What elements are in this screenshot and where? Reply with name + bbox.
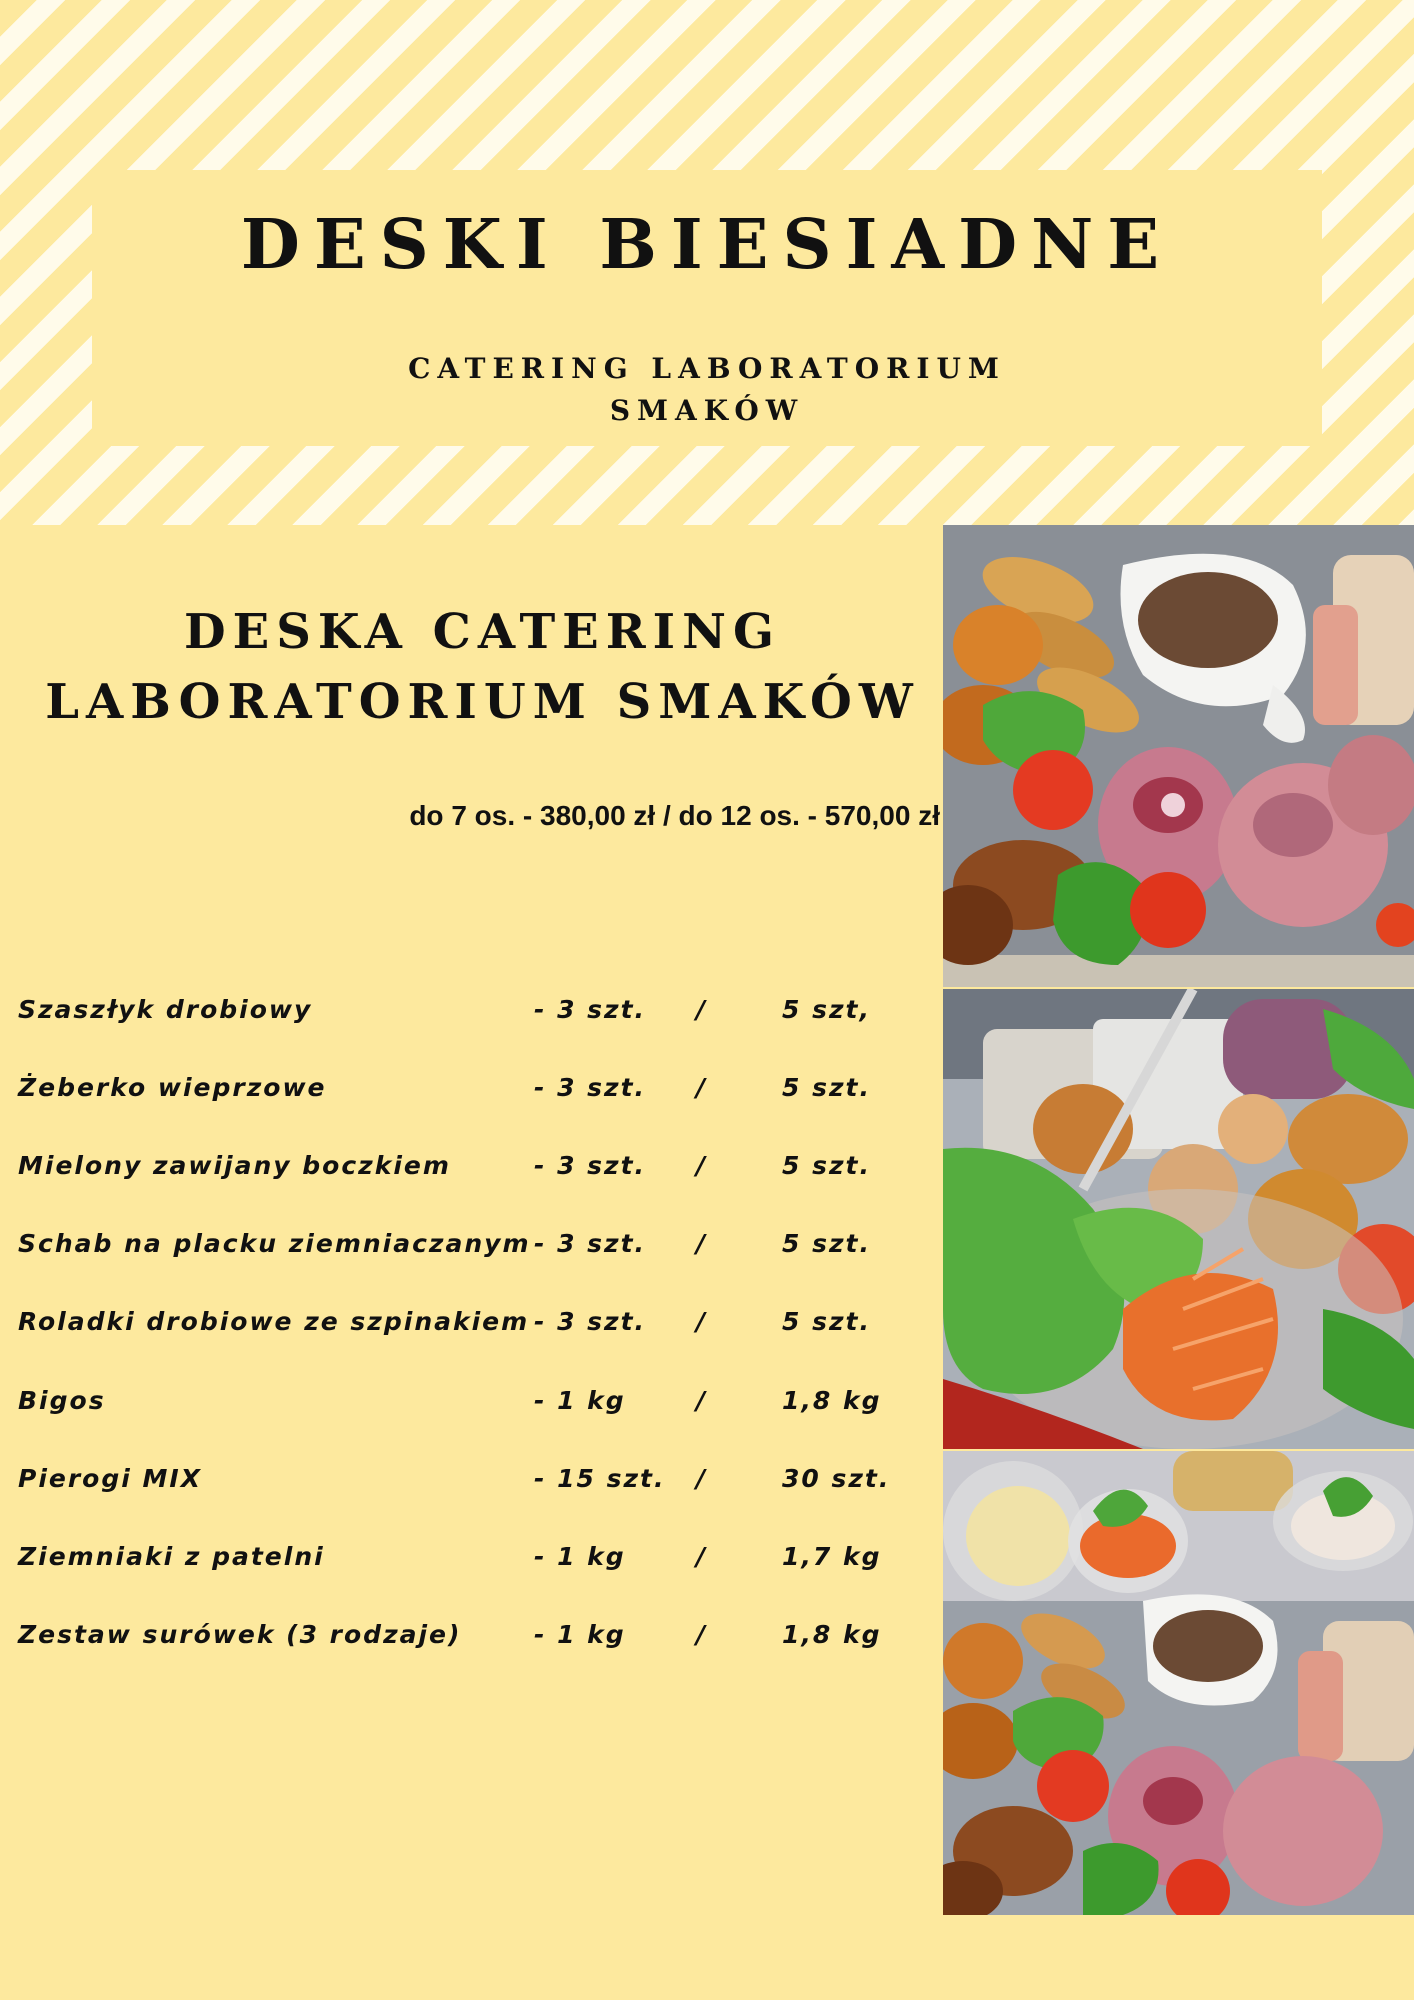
- food-photo-platter: [943, 525, 1414, 987]
- menu-row: [18, 995, 918, 1035]
- menu-item-name: Bigos: [18, 1386, 106, 1415]
- menu-item-qty-large: 5 szt.: [782, 1151, 871, 1180]
- menu-item-qty-large: 5 szt.: [782, 1307, 871, 1336]
- menu-row: [18, 1151, 918, 1191]
- menu-item-name: Mielony zawijany boczkiem: [18, 1151, 451, 1180]
- subtitle-line-2: SMAKÓW: [609, 394, 805, 427]
- menu-item-separator: /: [696, 995, 708, 1024]
- price-line: do 7 os. - 380,00 zł / do 12 os. - 570,00 zł: [409, 800, 940, 831]
- menu-row: [18, 1229, 918, 1269]
- menu-item-name: Żeberko wieprzowe: [18, 1073, 327, 1102]
- menu-item-qty-small: - 1 kg: [534, 1620, 626, 1649]
- menu-item-separator: /: [696, 1542, 708, 1571]
- menu-row: [18, 1620, 918, 1660]
- menu-item-qty-large: 5 szt.: [782, 1073, 871, 1102]
- food-photo-salad: [943, 989, 1414, 1449]
- food-photo-spread: [943, 1451, 1414, 1915]
- menu-item-separator: /: [696, 1151, 708, 1180]
- section-title-line-1: DESKA CATERING: [184, 604, 781, 660]
- menu-item-separator: /: [696, 1620, 708, 1649]
- section-title: [0, 597, 965, 737]
- menu-row: [18, 1386, 918, 1426]
- menu-item-name: Roladki drobiowe ze szpinakiem: [18, 1307, 530, 1336]
- menu-item-separator: /: [696, 1386, 708, 1415]
- salad-illustration: [943, 989, 1414, 1449]
- menu-item-qty-small: - 1 kg: [534, 1542, 626, 1571]
- menu-item-separator: /: [696, 1464, 708, 1493]
- menu-item-qty-large: 1,8 kg: [782, 1620, 882, 1649]
- menu-item-qty-small: - 3 szt.: [534, 995, 647, 1024]
- menu-item-name: Zestaw surówek (3 rodzaje): [18, 1620, 462, 1649]
- menu-item-qty-small: - 3 szt.: [534, 1229, 647, 1258]
- menu-row: [18, 1464, 918, 1504]
- menu-item-separator: /: [696, 1307, 708, 1336]
- platter-illustration: [943, 525, 1414, 987]
- menu-item-qty-large: 1,8 kg: [782, 1386, 882, 1415]
- menu-item-qty-large: 30 szt.: [782, 1464, 891, 1493]
- menu-item-qty-large: 5 szt,: [782, 995, 871, 1024]
- menu-item-separator: /: [696, 1229, 708, 1258]
- menu-item-qty-small: - 3 szt.: [534, 1307, 647, 1336]
- subtitle-line-1: CATERING LABORATORIUM: [408, 352, 1006, 385]
- menu-item-separator: /: [696, 1073, 708, 1102]
- menu-item-name: Szaszłyk drobiowy: [18, 995, 313, 1024]
- menu-item-qty-small: - 3 szt.: [534, 1073, 647, 1102]
- menu-item-qty-small: - 1 kg: [534, 1386, 626, 1415]
- menu-item-name: Ziemniaki z patelni: [18, 1542, 325, 1571]
- section-title-line-2: LABORATORIUM SMAKÓW: [45, 674, 920, 730]
- menu-row: [18, 1307, 918, 1347]
- spread-illustration: [943, 1451, 1414, 1915]
- menu-item-qty-small: - 15 szt.: [534, 1464, 666, 1493]
- menu-item-name: Schab na placku ziemniaczanym: [18, 1229, 531, 1258]
- food-photo-column: [943, 525, 1414, 1915]
- page-title: DESKI BIESIADNE: [240, 205, 1174, 285]
- menu-row: [18, 1073, 918, 1113]
- menu-item-qty-small: - 3 szt.: [534, 1151, 647, 1180]
- menu-item-name: Pierogi MIX: [18, 1464, 202, 1493]
- menu-item-qty-large: 5 szt.: [782, 1229, 871, 1258]
- menu-item-qty-large: 1,7 kg: [782, 1542, 882, 1571]
- menu-row: [18, 1542, 918, 1582]
- page-subtitle: [0, 348, 1414, 432]
